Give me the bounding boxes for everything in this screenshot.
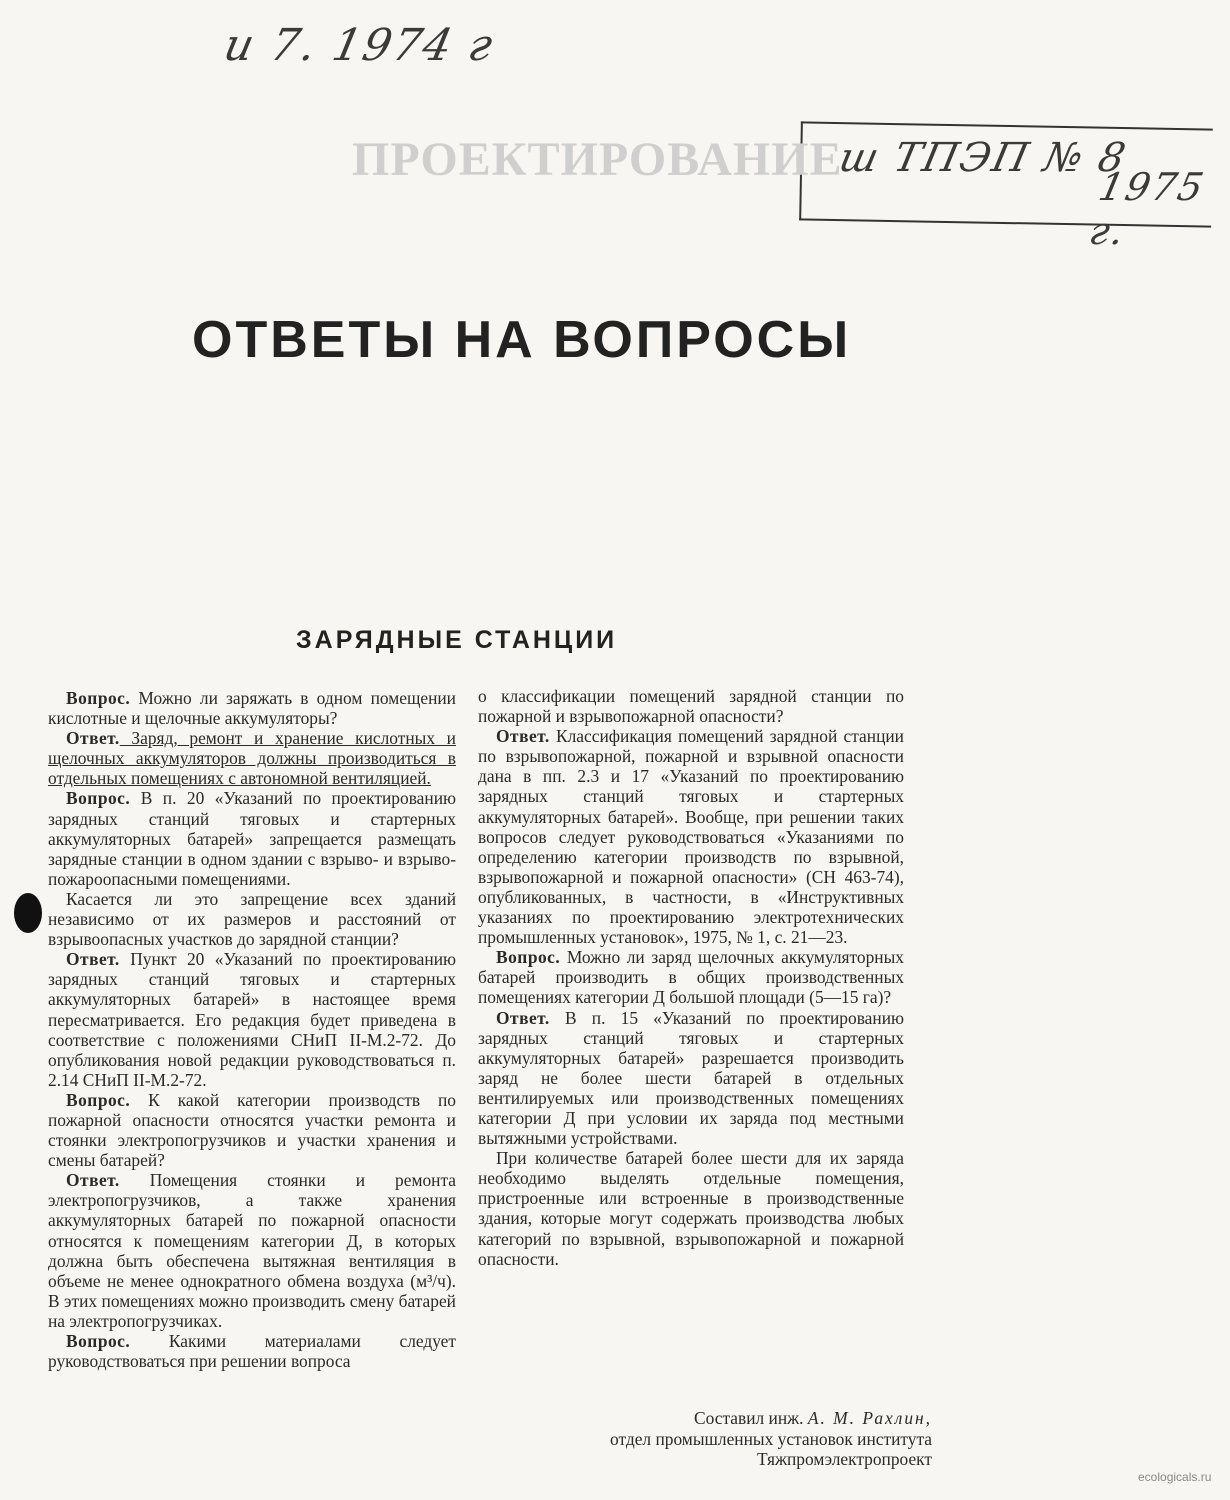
author-name: А. М. Рахлин,: [807, 1408, 932, 1428]
question-text: Можно ли заряд щелочных аккумуляторных батарей производить в общих производственных помещениях категории Д большой площади (5—15 га)?: [478, 947, 904, 1008]
answer-label: Ответ.: [496, 1007, 550, 1028]
handwritten-stamp-line2: 1975 г.: [1085, 165, 1210, 253]
signature-block: [562, 1408, 932, 1470]
answer-2: [48, 949, 456, 1090]
answer-5-continued: При количестве батарей более шести для их заряда необходимо выделять отдельные помещения, пристроенные или встроенные в производственные здания, которые могут содержать производства любых категорий по взрывной, взрывопожарной и пожарной опасности.: [478, 1148, 904, 1269]
answer-label: Ответ.: [66, 1170, 120, 1191]
category-d-underlined: Д: [346, 1230, 359, 1251]
answer-4: [478, 726, 904, 947]
question-4: [48, 1331, 456, 1371]
answer-3: [48, 1170, 456, 1331]
question-label: Вопрос.: [66, 1331, 131, 1351]
question-text: Какими материалами следует руководствоваться при решении вопроса: [48, 1331, 456, 1372]
question-1: [48, 688, 456, 728]
signature-line2: отдел промышленных установок института Тяжпромэлектропроект: [610, 1428, 932, 1469]
answer-text: Классификация помещений зарядной станции по взрывопожарной, пожарной и взрывной опасности дана в пп. 2.3 и 17 «Указаний по проектированию зарядных станций тяговых и стартерных аккумуляторных батарей». Вообще, при решении таких вопросов следует руководствоваться «Указаниями по определению категории производств по взрывной, взрывопожарной и пожарной опасности» (СН 463-74), опубликованных, в частности, в «Инструктивных указаниях по проектированию электротехнических промышленных установок», 1975, № 1, с. 21—23.: [478, 726, 904, 948]
question-text: В п. 20 «Указаний по проектированию зарядных станций тяговых и стартерных аккумуляторных батарей» запрещается размещать зарядные станции в одном здании с взрыво- и взрыво-пожароопасными помещениями.: [48, 788, 456, 889]
question-text: Можно ли заряжать в одном помещении кислотные и щелочные аккумуляторы?: [48, 688, 456, 729]
question-2-continued: Касается ли это запрещение всех зданий независимо от их размеров и расстояний от взрывоопасных участков до зарядной станции?: [48, 888, 456, 950]
section-header: ПРОЕКТИРОВАНИЕ: [352, 133, 843, 186]
answer-text-underlined: Заряд, ремонт и хранение кислотных и щелочных аккумуляторов должны производиться в отдельных помещениях с автономной вентиляцией.: [48, 728, 456, 789]
question-5: [478, 947, 904, 1007]
signature-line1: [562, 1408, 932, 1429]
answer-text: , в которых должна быть обеспечена вытяжная вентиляция в объеме не менее однократного обмена воздуха (м³/ч). В этих помещениях можно производить смену батарей на электропогрузчиках.: [48, 1230, 456, 1331]
question-label: Вопрос.: [496, 947, 561, 968]
question-4-continued: о классификации помещений зарядной станции по пожарной и взрывопожарной опасности?: [478, 686, 904, 727]
handwritten-stamp-line1: ш ТПЭП № 8: [835, 135, 1132, 181]
answer-label: Ответ.: [66, 728, 120, 749]
question-text: К какой категории производств по пожарной опасности относятся участки ремонта и стоянки электропогрузчиков и участки хранения и смены батарей?: [48, 1089, 456, 1171]
question-label: Вопрос.: [66, 688, 131, 708]
handwritten-note-top: и 7. 1974 г: [219, 20, 499, 71]
answer-text: В п. 15 «Указаний по проектированию зарядных станций тяговых и стартерных аккумуляторных батарей» разрешается производить заряд не более шести батарей в отдельных вентилируемых или производственных помещениях категории Д при условии их заряда под местными вытяжными устройствами.: [478, 1007, 904, 1149]
answer-label: Ответ.: [66, 949, 120, 970]
signature-prefix: Составил инж.: [694, 1408, 808, 1428]
left-column: [48, 688, 456, 1371]
question-label: Вопрос.: [66, 1089, 131, 1110]
answer-text: Помещения стоянки и ремонта электропогрузчиков, а также хранения аккумуляторных батарей по пожарной опасности относятся к помещениям категории: [48, 1170, 456, 1251]
question-2: [48, 788, 456, 888]
question-label: Вопрос.: [66, 788, 131, 809]
answer-5: [478, 1008, 904, 1149]
ink-blot: [14, 893, 42, 933]
article-subtitle: ЗАРЯДНЫЕ СТАНЦИИ: [296, 626, 618, 654]
answer-label: Ответ.: [496, 726, 550, 747]
page-title: ОТВЕТЫ НА ВОПРОСЫ: [192, 311, 852, 369]
question-3: [48, 1090, 456, 1170]
answer-1: [48, 728, 456, 788]
right-column: [478, 686, 904, 1269]
watermark: ecologicals.ru: [1138, 1470, 1212, 1484]
answer-text: Пункт 20 «Указаний по проектированию зарядных станций тяговых и стартерных аккумуляторных батарей» в настоящее время пересматривается. Его редакция будет приведена в соответствие с положениями СНиП II-М.2-72. До опубликования новой редакции руководствоваться п. 2.14 СНиП II-М.2-72.: [48, 949, 456, 1090]
